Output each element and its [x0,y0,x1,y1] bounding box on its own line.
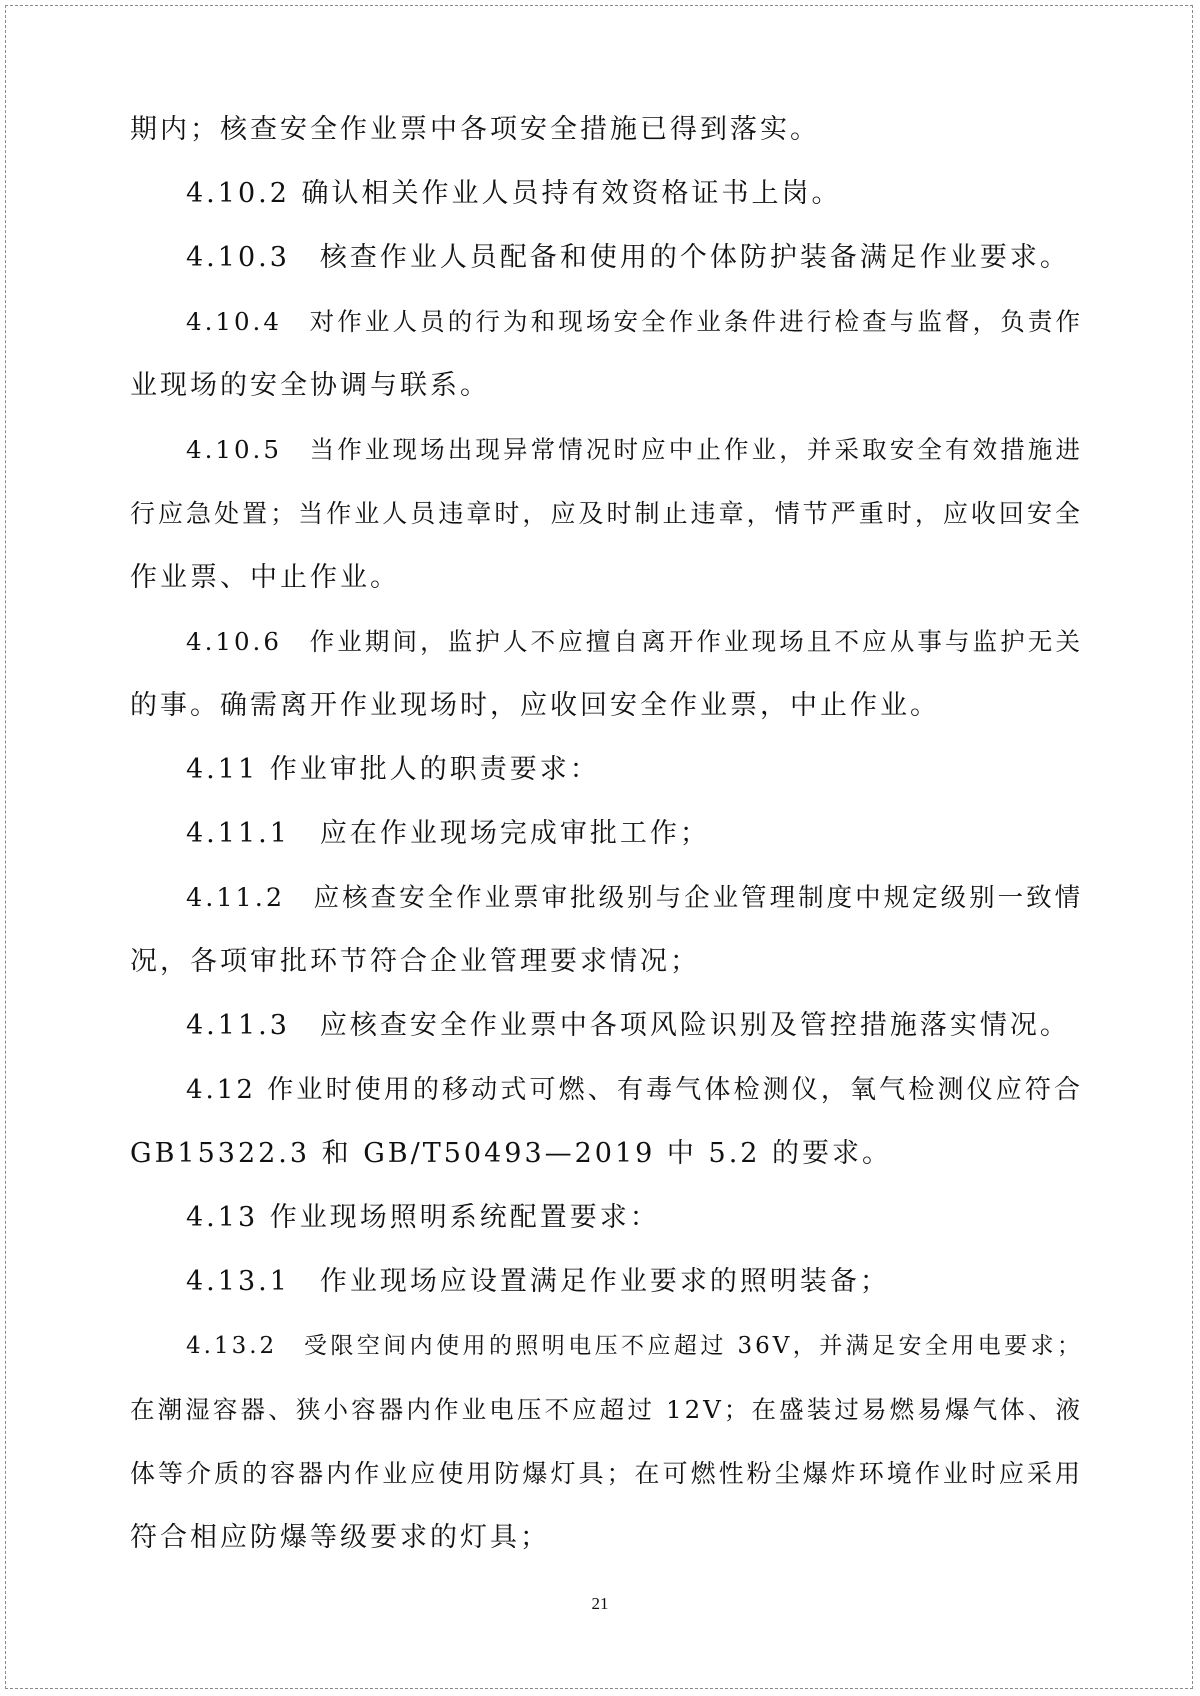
document-body [130,98,1083,1570]
text-line: 的事。确需离开作业现场时，应收回安全作业票，中止作业。 [130,690,940,721]
text-line: GB15322.3 和 GB/T50493—2019 中 5.2 的要求。 [130,1138,893,1169]
clause-4-10-5: 4.10.5 当作业现场出现异常情况时应中止作业，并采取安全有效措施进 [186,435,1083,464]
text-line: 业现场的安全协调与联系。 [130,370,490,401]
clause-4-10-6: 4.10.6 作业期间，监护人不应擅自离开作业现场且不应从事与监护无关 [186,627,1083,656]
clause-4-12: 4.12 作业时使用的移动式可燃、有毒气体检测仪，氧气检测仪应符合 [186,1075,1083,1105]
page-number: 21 [591,1594,609,1613]
text-line: 行应急处置；当作业人员违章时，应及时制止违章，情节严重时，应收回安全 [130,499,1083,528]
text-line: 在潮湿容器、狭小容器内作业电压不应超过 12V；在盛装过易燃易爆气体、液 [130,1395,1083,1424]
text-line: 作业票、中止作业。 [130,562,400,593]
clause-4-11-2: 4.11.2 应核查安全作业票审批级别与企业管理制度中规定级别一致情 [186,883,1084,913]
clause-4-10-3: 4.10.3 核查作业人员配备和使用的个体防护装备满足作业要求。 [186,242,1070,273]
clause-4-11-1: 4.11.1 应在作业现场完成审批工作； [186,818,710,849]
clause-4-10-2: 4.10.2 确认相关作业人员持有效资格证书上岗。 [186,178,842,209]
clause-4-13: 4.13 作业现场照明系统配置要求： [186,1202,660,1233]
clause-4-10-4: 4.10.4 对作业人员的行为和现场安全作业条件进行检查与监督，负责作 [186,307,1083,336]
clause-4-11-3: 4.11.3 应核查安全作业票中各项风险识别及管控措施落实情况。 [186,1010,1070,1041]
text-line: 体等介质的容器内作业应使用防爆灯具；在可燃性粉尘爆炸环境作业时应采用 [130,1459,1083,1488]
text-line: 况，各项审批环节符合企业管理要求情况； [130,946,700,977]
clause-4-13-2: 4.13.2 受限空间内使用的照明电压不应超过 36V，并满足安全用电要求； [186,1333,1083,1359]
text-line: 期内；核查安全作业票中各项安全措施已得到落实。 [130,114,820,145]
clause-4-11: 4.11 作业审批人的职责要求： [186,754,600,785]
text-line: 符合相应防爆等级要求的灯具； [130,1522,550,1553]
document-page [5,5,1193,1689]
clause-4-13-1: 4.13.1 作业现场应设置满足作业要求的照明装备； [186,1266,890,1297]
